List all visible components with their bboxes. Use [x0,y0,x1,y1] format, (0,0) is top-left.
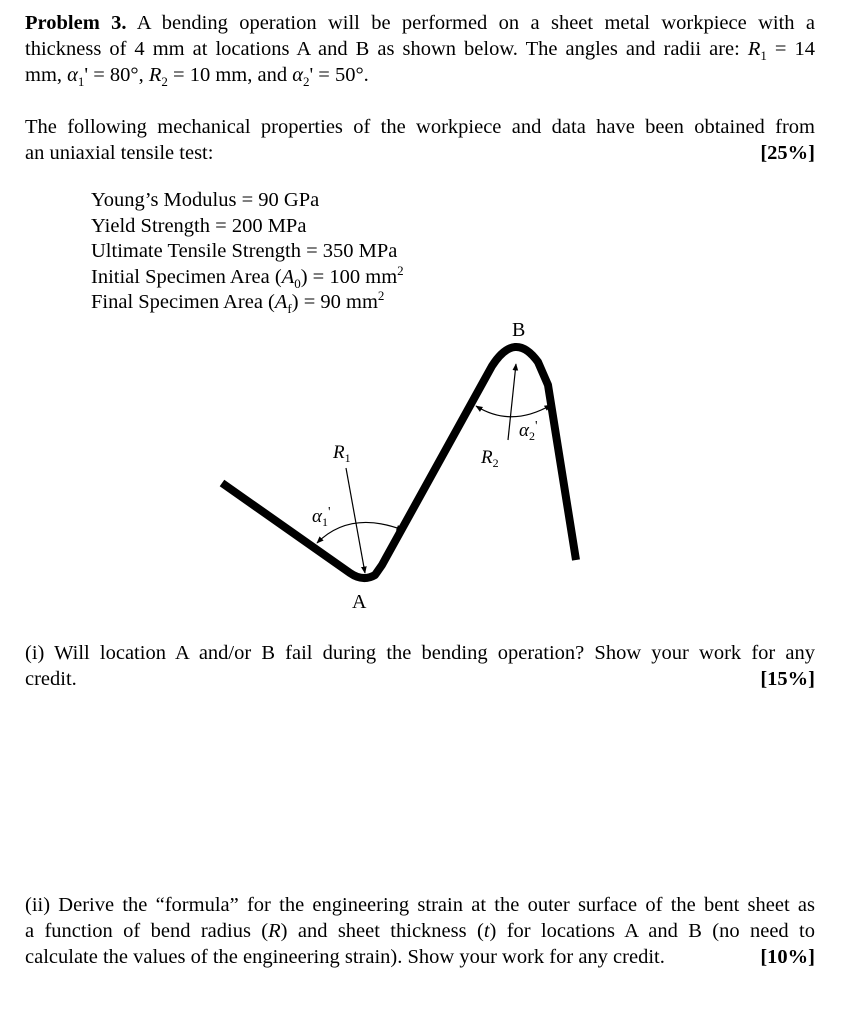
question-2-line-1: (ii) Derive the “formula” for the engineering strain at the outer surface of the bent sheet as [25,894,815,916]
label-alpha1-main: α [312,506,322,527]
alpha1-value: ' = 80°, [84,64,144,86]
initial-area-label: Initial Specimen Area ( [91,265,282,288]
alpha2-value: ' = 50°. [309,64,369,86]
label-alpha2 [519,419,538,443]
alpha1-subscript: 1 [77,74,85,90]
alpha2-symbol: α [292,64,303,86]
r1-radius-line [346,468,365,573]
r2-value: = 10 mm, and [173,64,288,86]
label-r1-sub: 1 [344,451,351,465]
final-area-label: Final Specimen Area ( [91,291,275,313]
final-area-value: ) = 90 mm [291,291,378,313]
question-1-line-2 [25,666,815,692]
intro-marks: [25%] [760,142,815,164]
r1-subscript: 1 [760,48,767,64]
question-2-line-3 [25,944,815,970]
initial-area-sub: 0 [294,275,301,291]
alpha2-arc [476,405,551,417]
label-alpha1-sub: 1 [321,515,328,529]
question-2-line-2-b: ) and sheet thickness ( [280,920,484,942]
label-a: A [352,591,367,613]
initial-area-sup: 2 [397,262,404,278]
question-2-line-2-a: a function of bend radius ( [25,920,269,942]
property-youngs-modulus: Young’s Modulus = 90 GPa [91,189,320,211]
question-2-line-2 [25,918,815,944]
alpha1-arc [317,522,403,543]
label-r2-sub: 2 [492,456,499,470]
label-b: B [512,319,526,341]
label-r1 [332,442,351,465]
label-alpha1 [312,505,331,529]
problem-line-1-text: A bending operation will be performed on a sheet metal workpiece with a [136,12,815,34]
final-area-sup: 2 [377,288,385,304]
r2-radius-line [508,364,516,440]
units-text: mm, [25,64,63,86]
intro-line-2-text: an uniaxial tensile test: [25,142,214,164]
alpha2-subscript: 2 [302,74,310,90]
question-1 [25,640,815,692]
question-1-marks: [15%] [760,668,815,690]
alpha1-symbol: α [67,64,78,86]
problem-heading: Problem 3. [25,12,127,34]
problem-line-2-text: thickness of 4 mm at locations A and B as shown below. The angles and radii are: [25,38,740,60]
question-2-marks: [10%] [760,946,815,968]
question-1-line-2-text: credit. [25,668,77,690]
final-area-var: A [274,291,288,313]
label-alpha2-sub: 2 [528,429,535,443]
label-alpha2-prime: ' [534,419,538,434]
label-r1-main: R [333,442,345,463]
property-yield-strength: Yield Strength = 200 MPa [91,214,307,237]
question-2-r-symbol: R [268,920,281,942]
r1-symbol: R [747,38,761,60]
label-alpha2-main: α [519,420,529,441]
r2-symbol: R [148,64,162,86]
question-2-line-2-c: ) for locations A and B (no need to [489,920,815,942]
r2-subscript: 2 [161,74,168,90]
sheet-profile [222,347,576,578]
initial-area-var: A [281,265,295,288]
question-1-line-1: (i) Will location A and/or B fail during the bending operation? Show your work for any [25,642,815,664]
r1-value: = 14 [774,38,816,60]
question-2-line-3-text: calculate the values of the engineering strain). Show your work for any credit. [25,946,665,968]
intro-line-1: The following mechanical properties of the workpiece and data have been obtained from [25,116,815,138]
final-area-sub: f [287,301,292,317]
initial-area-value: ) = 100 mm [300,265,398,288]
property-uts: Ultimate Tensile Strength = 350 MPa [91,240,398,262]
label-r2 [480,447,499,470]
question-2 [25,892,815,970]
label-alpha1-prime: ' [327,505,331,520]
label-r2-main: R [481,447,493,468]
question-2-t-symbol: t [483,920,490,942]
